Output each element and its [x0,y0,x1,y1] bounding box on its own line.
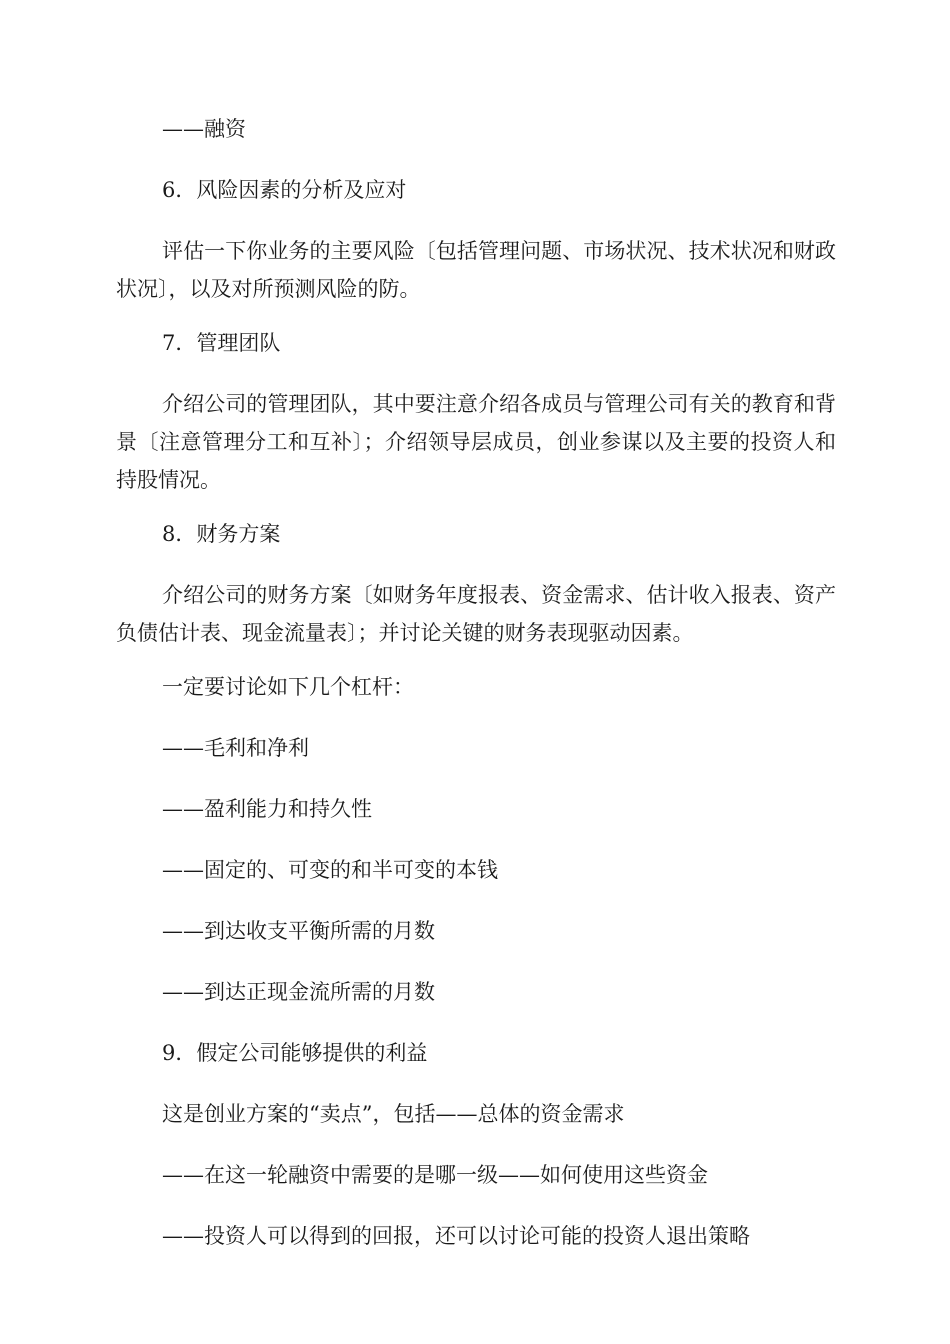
section-heading-team: 7．管理团队 [162,331,281,355]
list-item-margin: ——毛利和净利 [162,736,309,760]
paragraph-levers-intro: 一定要讨论如下几个杠杆： [162,675,414,699]
list-item-profitability: ——盈利能力和持久性 [162,797,372,821]
list-item-funding-round: ——在这一轮融资中需要的是哪一级——如何使用这些资金 [162,1163,708,1187]
section-heading-risk: 6．风险因素的分析及应对 [162,178,407,202]
paragraph-finance: 介绍公司的财务方案〔如财务年度报表、资金需求、估计收入报表、资产负债估计表、现金流量表〕；并讨论关键的财务表现驱动因素。 [116,583,836,645]
list-item-financing: ——融资 [162,117,246,141]
section-heading-finance: 8．财务方案 [162,522,281,546]
list-item-investor-return: ——投资人可以得到的回报，还可以讨论可能的投资人退出策略 [162,1224,750,1248]
list-item-cashflow: ——到达正现金流所需的月数 [162,980,435,1004]
list-item-costs: ——固定的、可变的和半可变的本钱 [162,858,498,882]
paragraph-team: 介绍公司的管理团队，其中要注意介绍各成员与管理公司有关的教育和背景〔注意管理分工和互补〕；介绍领导层成员，创业参谋以及主要的投资人和持股情况。 [116,392,836,492]
paragraph-selling-point: 这是创业方案的“卖点”，包括——总体的资金需求 [162,1102,625,1126]
paragraph-risk: 评估一下你业务的主要风险〔包括管理问题、市场状况、技术状况和财政状况〕，以及对所预测风险的防。 [116,239,836,301]
section-heading-benefits: 9．假定公司能够提供的利益 [162,1041,428,1065]
list-item-breakeven: ——到达收支平衡所需的月数 [162,919,435,943]
document-body [116,110,836,1278]
